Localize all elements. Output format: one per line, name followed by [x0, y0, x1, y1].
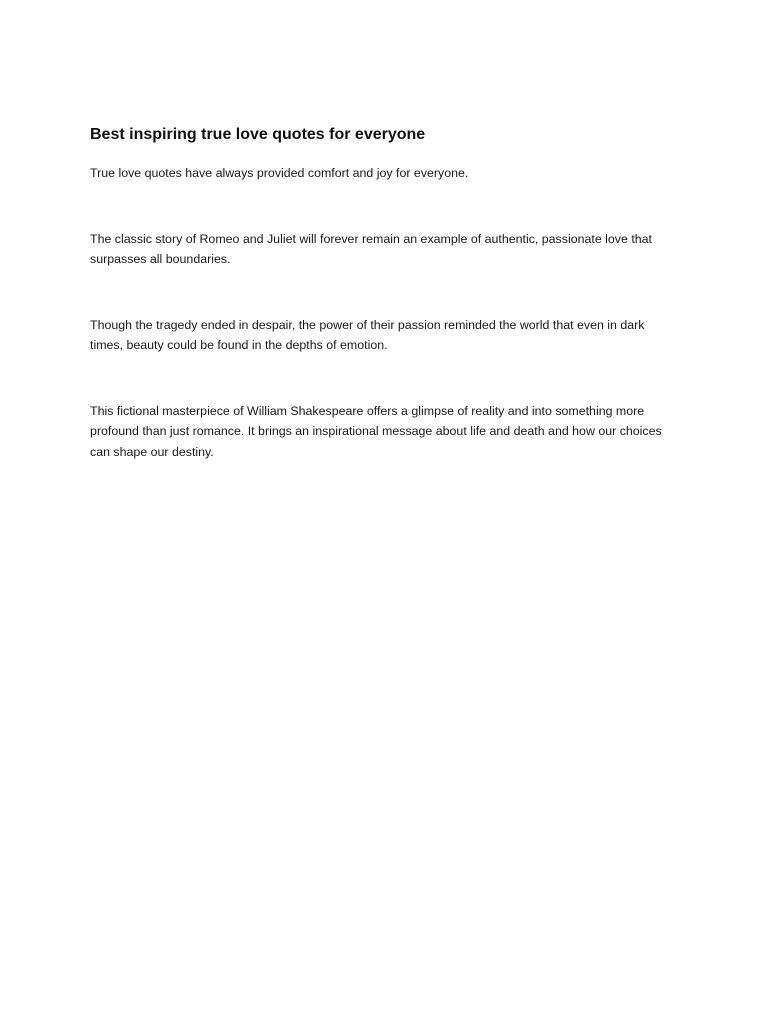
paragraph-romeo-juliet: The classic story of Romeo and Juliet will forever remain an example of authentic, passionate love that surpasses all boundaries. [90, 231, 652, 266]
document-body [90, 124, 680, 462]
paragraph-intro: True love quotes have always provided comfort and joy for everyone. [90, 166, 469, 180]
paragraph-tragedy: Though the tragedy ended in despair, the power of their passion reminded the world that even in dark times, beauty could be found in the depths of emotion. [90, 317, 645, 352]
document-title: Best inspiring true love quotes for everyone [90, 126, 426, 143]
paragraph-shakespeare: This fictional masterpiece of William Shakespeare offers a glimpse of reality and into something more profound than just romance. It brings an inspirational message about life and death and how our choices can shape our destiny. [90, 403, 662, 459]
